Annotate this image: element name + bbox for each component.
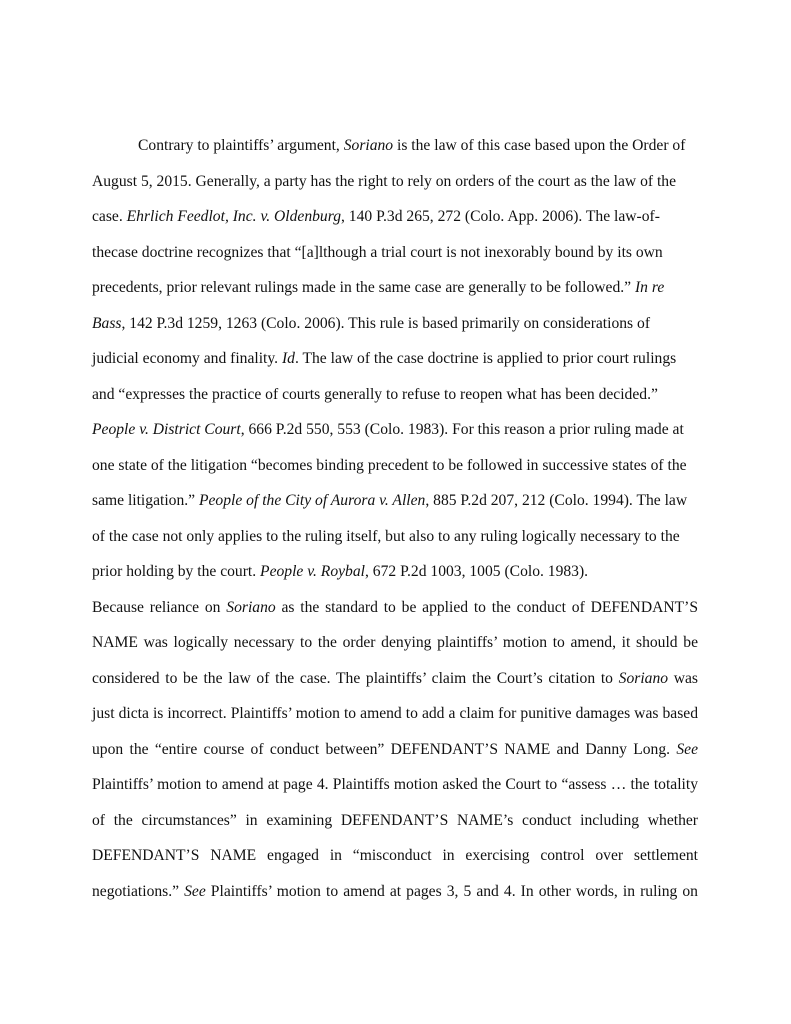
text-line: judicial economy and finality. Id. The law of the case doctrine is applied to prior court rulings — [92, 350, 677, 367]
text-line: considered to be the law of the case. The plaintiffs’ claim the Court’s citation to Soriano was — [92, 670, 698, 687]
text-line: of the circumstances” in examining DEFENDANT’S NAME’s conduct including whether — [92, 812, 698, 829]
text-line: Contrary to plaintiffs’ argument, Soriano is the law of this case based upon the Order of — [138, 137, 686, 154]
text-line: one state of the litigation “becomes binding precedent to be followed in successive states of the — [92, 457, 687, 474]
text-line: case. Ehrlich Feedlot, Inc. v. Oldenburg, 140 P.3d 265, 272 (Colo. App. 2006). The law-of- — [92, 208, 660, 225]
text-line: August 5, 2015. Generally, a party has the right to rely on orders of the court as the law of the — [92, 173, 677, 190]
text-line: just dicta is incorrect. Plaintiffs’ motion to amend to add a claim for punitive damages was based — [92, 705, 698, 722]
text-line: thecase doctrine recognizes that “[a]lthough a trial court is not inexorably bound by its own — [92, 244, 663, 261]
text-line: and “expresses the practice of courts generally to refuse to reopen what has been decided.” — [92, 386, 658, 403]
text-line: upon the “entire course of conduct between” DEFENDANT’S NAME and Danny Long. See — [92, 741, 698, 758]
text-line: prior holding by the court. People v. Roybal, 672 P.2d 1003, 1005 (Colo. 1983). — [92, 563, 589, 580]
text-line: DEFENDANT’S NAME engaged in “misconduct in exercising control over settlement — [92, 847, 698, 864]
text-line: negotiations.” See Plaintiffs’ motion to amend at pages 3, 5 and 4. In other words, in ruling on — [92, 883, 698, 900]
text-line: Because reliance on Soriano as the standard to be applied to the conduct of DEFENDANT’S — [92, 599, 698, 616]
text-line: Bass, 142 P.3d 1259, 1263 (Colo. 2006). This rule is based primarily on considerations of — [92, 315, 651, 332]
text-line: Plaintiffs’ motion to amend at page 4. Plaintiffs motion asked the Court to “assess … the totality — [92, 776, 698, 793]
text-line: NAME was logically necessary to the order denying plaintiffs’ motion to amend, it should be — [92, 634, 698, 651]
text-line: of the case not only applies to the ruling itself, but also to any ruling logically necessary to the — [92, 528, 680, 545]
text-line: precedents, prior relevant rulings made in the same case are generally to be followed.” In re — [92, 279, 665, 296]
text-line: same litigation.” People of the City of Aurora v. Allen, 885 P.2d 207, 212 (Colo. 1994). The law — [92, 492, 688, 509]
text-line: People v. District Court, 666 P.2d 550, 553 (Colo. 1983). For this reason a prior ruling made at — [92, 421, 684, 438]
